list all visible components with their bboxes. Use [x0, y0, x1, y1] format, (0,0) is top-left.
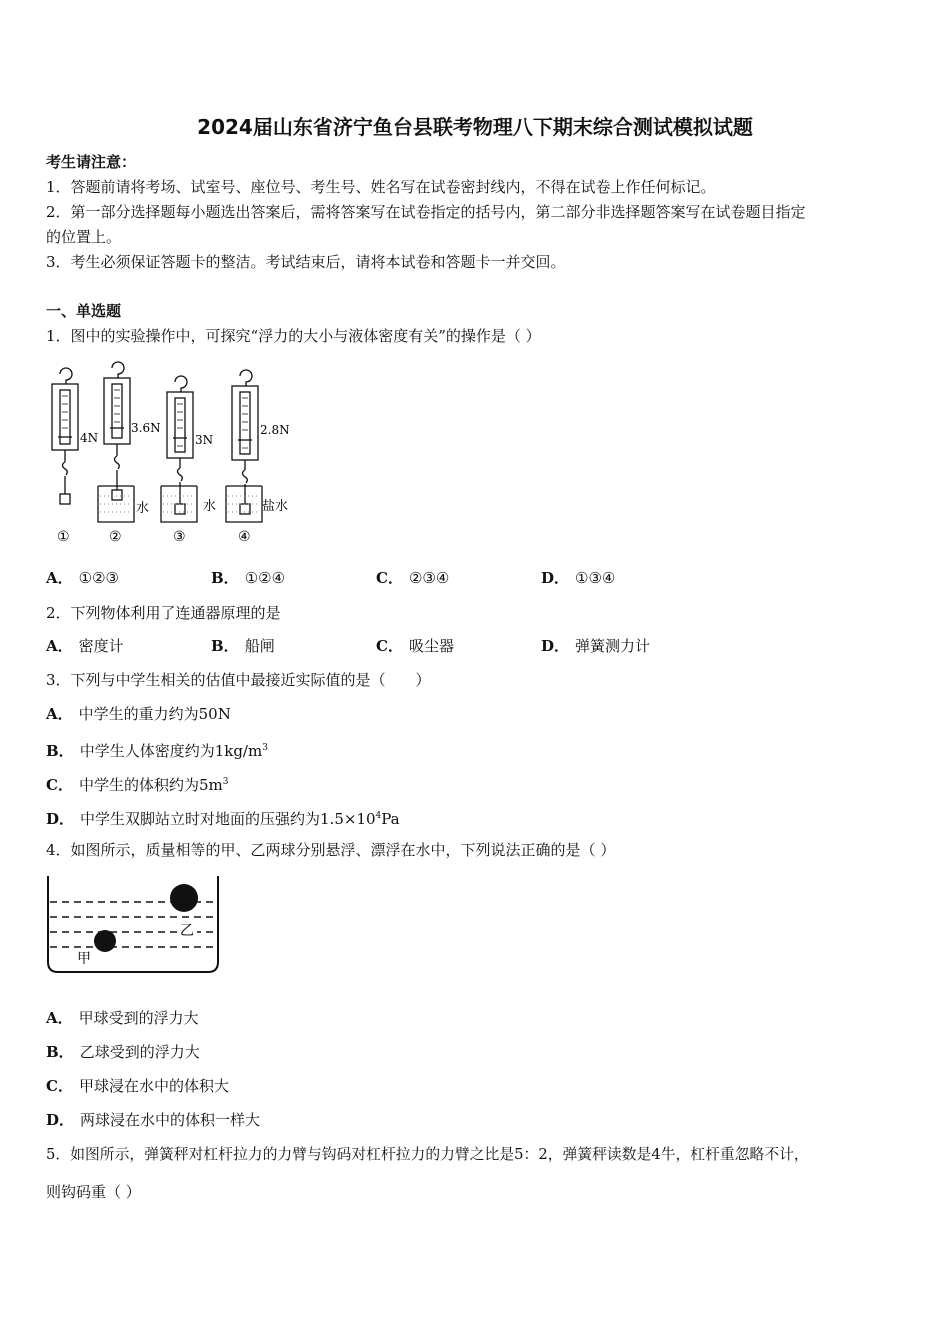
notice-heading: 考生请注意： — [46, 153, 137, 171]
reading-2: 3.6N — [131, 421, 161, 435]
q1-option-d[interactable]: D． ①③④ — [541, 569, 616, 587]
figure-label-4: ④ — [238, 529, 251, 545]
q4-container-figure — [44, 874, 224, 976]
reading-3: 3N — [195, 433, 214, 447]
q3-option-b[interactable]: B． 中学生人体密度约为$1kg/m^3$ — [46, 742, 268, 760]
label-yi: 乙 — [180, 923, 194, 939]
notice-item-2: 2．第一部分选择题每小题选出答案后，需将答案写在试卷指定的括号内，第二部分非选择题答案写在试卷题目指定 — [46, 203, 806, 221]
q2-option-b[interactable]: B． 船闸 — [211, 637, 275, 655]
ball-yi — [170, 884, 198, 912]
q3-option-a[interactable]: A． 中学生的重力约为50N — [46, 705, 231, 723]
notice-item-1: 1．答题前请将考场、试室号、座位号、考生号、姓名写在试卷密封线内，不得在试卷上作任何标记。 — [46, 178, 716, 196]
q2-option-c[interactable]: C． 吸尘器 — [376, 637, 454, 655]
q1-option-b[interactable]: B． ①②④ — [211, 569, 286, 587]
q2-option-d[interactable]: D． 弹簧测力计 — [541, 637, 651, 655]
q1-spring-scale-figure — [40, 358, 310, 548]
section-heading: 一、单选题 — [46, 302, 122, 320]
spring-scale-2 — [98, 362, 134, 522]
q5-stem-line1: 5．如图所示，弹簧秤对杠杆拉力的力臂与钩码对杠杆拉力的力臂之比是5：2，弹簧秤读数是4牛，杠杆重忽略不计， — [46, 1146, 809, 1163]
q5-stem-line2: 则钩码重（ ） — [46, 1183, 141, 1201]
q4-option-d[interactable]: D． 两球浸在水中的体积一样大 — [46, 1111, 261, 1129]
q3-option-c[interactable]: C． 中学生的体积约为$5m^3$ — [46, 776, 229, 794]
q1-stem: 1．图中的实验操作中，可探究“浮力的大小与液体密度有关”的操作是（ ） — [46, 327, 541, 345]
q1-option-c[interactable]: C． ②③④ — [376, 569, 450, 587]
figure-label-1: ① — [57, 529, 70, 545]
q4-option-a[interactable]: A． 甲球受到的浮力大 — [46, 1009, 199, 1027]
ball-jia — [94, 930, 116, 952]
notice-item-3: 3．考生必须保证答题卡的整洁。考试结束后，请将本试卷和答题卡一并交回。 — [46, 253, 566, 271]
notice-item-2-cont: 的位置上。 — [46, 228, 122, 246]
page-title: 2024届山东省济宁鱼台县联考物理八下期末综合测试模拟试题 — [197, 115, 753, 139]
spring-scale-3 — [161, 376, 197, 522]
liquid-label-2: 水 — [136, 501, 150, 516]
q1-option-a[interactable]: A． ①②③ — [46, 569, 119, 587]
spring-scale-1 — [52, 368, 78, 504]
q2-option-a[interactable]: A． 密度计 — [46, 637, 124, 655]
figure-label-3: ③ — [173, 529, 186, 545]
liquid-label-3: 水 — [203, 499, 217, 514]
q4-option-c[interactable]: C． 甲球浸在水中的体积大 — [46, 1077, 229, 1095]
figure-label-2: ② — [109, 529, 122, 545]
label-jia: 甲 — [77, 951, 91, 967]
q4-stem: 4．如图所示，质量相等的甲、乙两球分别悬浮、漂浮在水中，下列说法正确的是（ ） — [46, 841, 616, 859]
liquid-label-4: 盐水 — [262, 499, 289, 514]
reading-4: 2.8N — [260, 423, 290, 437]
q3-option-d[interactable]: D． 中学生双脚站立时对地面的压强约为$1.5\times 10^4Pa$ — [46, 810, 400, 828]
q3-stem: 3．下列与中学生相关的估值中最接近实际值的是（ ） — [46, 671, 431, 689]
reading-1: 4N — [80, 431, 99, 445]
spring-scale-4 — [226, 370, 262, 522]
q2-stem: 2．下列物体利用了连通器原理的是 — [46, 604, 281, 622]
q4-option-b[interactable]: B． 乙球受到的浮力大 — [46, 1043, 200, 1061]
